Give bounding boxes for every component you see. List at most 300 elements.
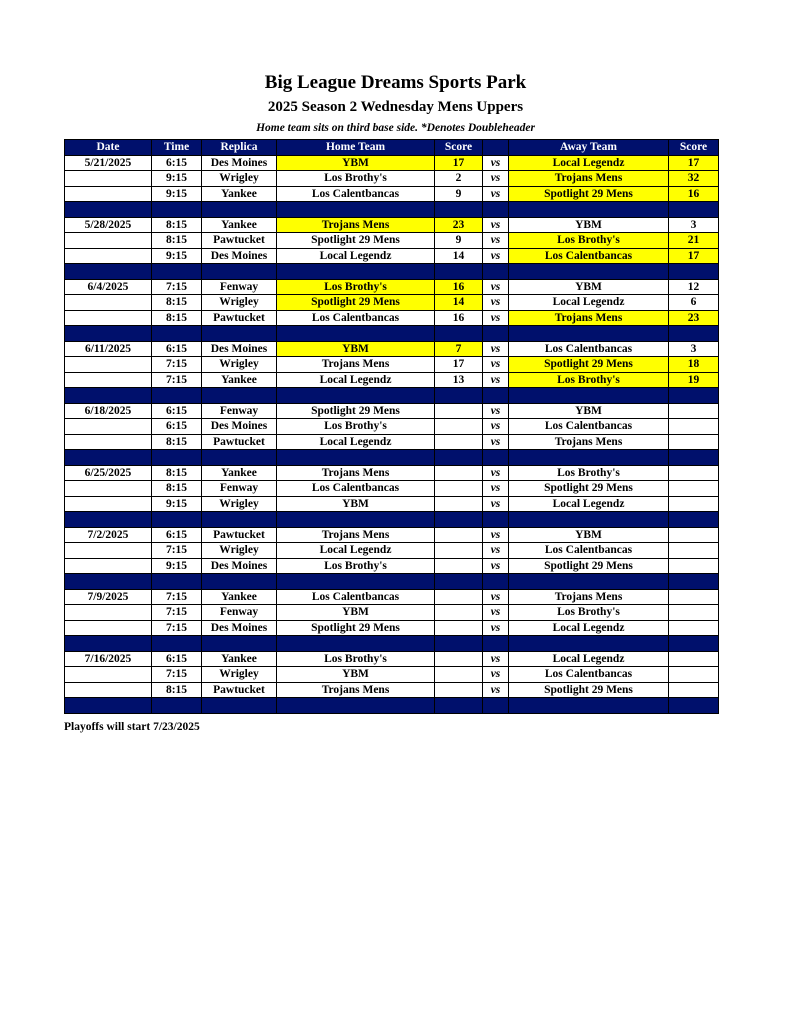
home-score-cell (435, 527, 483, 543)
table-row (65, 155, 719, 171)
separator-cell (277, 450, 435, 466)
separator-cell (435, 388, 483, 404)
separator-cell (152, 326, 202, 342)
away-score-cell: 6 (669, 295, 719, 311)
home-team-cell: YBM (277, 605, 435, 621)
replica-column-header: Replica (202, 140, 277, 156)
away-team-cell: Trojans Mens (509, 589, 669, 605)
table-row (65, 171, 719, 187)
date-cell (65, 543, 152, 559)
separator-cell (509, 574, 669, 590)
away-team-cell: YBM (509, 527, 669, 543)
vs-cell: vs (483, 279, 509, 295)
home-team-cell: Spotlight 29 Mens (277, 403, 435, 419)
separator-cell (483, 450, 509, 466)
table-row (65, 481, 719, 497)
away-score-cell (669, 403, 719, 419)
table-row (65, 651, 719, 667)
away-score-cell: 3 (669, 341, 719, 357)
away-team-cell: Local Legendz (509, 651, 669, 667)
separator-cell (277, 636, 435, 652)
vs-cell: vs (483, 589, 509, 605)
date-cell (65, 481, 152, 497)
away-team-cell: Spotlight 29 Mens (509, 357, 669, 373)
home-score-cell (435, 620, 483, 636)
table-row (65, 496, 719, 512)
replica-cell: Des Moines (202, 419, 277, 435)
away-team-cell: Trojans Mens (509, 310, 669, 326)
date-cell: 5/28/2025 (65, 217, 152, 233)
time-cell: 9:15 (152, 558, 202, 574)
time-cell: 6:15 (152, 527, 202, 543)
time-cell: 7:15 (152, 605, 202, 621)
vs-cell: vs (483, 295, 509, 311)
time-cell: 8:15 (152, 465, 202, 481)
home-score-cell: 13 (435, 372, 483, 388)
separator-cell (202, 388, 277, 404)
date-cell (65, 248, 152, 264)
date-cell (65, 310, 152, 326)
replica-cell: Wrigley (202, 357, 277, 373)
separator-cell (435, 636, 483, 652)
separator-cell (65, 574, 152, 590)
away-team-cell: Spotlight 29 Mens (509, 682, 669, 698)
away-team-cell: Trojans Mens (509, 171, 669, 187)
home-score-cell (435, 667, 483, 683)
away-score-cell: 23 (669, 310, 719, 326)
table-row (65, 667, 719, 683)
vs-cell: vs (483, 543, 509, 559)
replica-cell: Yankee (202, 217, 277, 233)
home-team-cell: Trojans Mens (277, 357, 435, 373)
home-team-cell: YBM (277, 155, 435, 171)
separator-cell (152, 202, 202, 218)
away-team-cell: Local Legendz (509, 295, 669, 311)
date-cell (65, 372, 152, 388)
separator-cell (202, 450, 277, 466)
replica-cell: Wrigley (202, 295, 277, 311)
date-cell: 7/16/2025 (65, 651, 152, 667)
replica-cell: Yankee (202, 651, 277, 667)
home-score-cell (435, 465, 483, 481)
date-cell: 7/9/2025 (65, 589, 152, 605)
away-score-cell (669, 558, 719, 574)
vs-cell: vs (483, 465, 509, 481)
home-score-cell: 14 (435, 295, 483, 311)
away-score-cell (669, 589, 719, 605)
away-team-cell: YBM (509, 279, 669, 295)
date-cell (65, 682, 152, 698)
date-cell (65, 605, 152, 621)
table-row (65, 248, 719, 264)
separator-cell (509, 388, 669, 404)
home-team-cell: Local Legendz (277, 248, 435, 264)
vs-cell: vs (483, 310, 509, 326)
date-cell: 6/11/2025 (65, 341, 152, 357)
away-team-cell: Los Brothy's (509, 465, 669, 481)
replica-cell: Wrigley (202, 496, 277, 512)
time-cell: 7:15 (152, 372, 202, 388)
home-team-cell: Trojans Mens (277, 465, 435, 481)
time-cell: 8:15 (152, 295, 202, 311)
separator-cell (669, 326, 719, 342)
away-score-cell: 17 (669, 248, 719, 264)
time-cell: 7:15 (152, 279, 202, 295)
table-row (65, 620, 719, 636)
replica-cell: Des Moines (202, 155, 277, 171)
away-score-cell: 12 (669, 279, 719, 295)
home-score-cell: 23 (435, 217, 483, 233)
separator-cell (435, 202, 483, 218)
date-cell (65, 357, 152, 373)
schedule-table (64, 139, 719, 714)
table-row (65, 372, 719, 388)
away-team-cell: Los Calentbancas (509, 419, 669, 435)
vs-cell: vs (483, 233, 509, 249)
home-score-cell (435, 651, 483, 667)
separator-cell (435, 450, 483, 466)
separator-cell (202, 202, 277, 218)
header-row (65, 140, 719, 156)
vs-cell: vs (483, 372, 509, 388)
separator-cell (435, 264, 483, 280)
week-separator-row (65, 636, 719, 652)
home-team-cell: Los Calentbancas (277, 589, 435, 605)
separator-cell (202, 636, 277, 652)
separator-cell (435, 512, 483, 528)
separator-cell (669, 202, 719, 218)
time-cell: 7:15 (152, 589, 202, 605)
separator-cell (435, 326, 483, 342)
time-cell: 7:15 (152, 543, 202, 559)
home-team-cell: Los Brothy's (277, 651, 435, 667)
home-score-cell (435, 419, 483, 435)
away-score-cell: 16 (669, 186, 719, 202)
away-score-cell: 18 (669, 357, 719, 373)
home-team-cell: Los Calentbancas (277, 186, 435, 202)
vs-cell: vs (483, 481, 509, 497)
table-row (65, 589, 719, 605)
vs-cell: vs (483, 605, 509, 621)
vs-cell: vs (483, 186, 509, 202)
time-cell: 8:15 (152, 310, 202, 326)
time-cell: 6:15 (152, 155, 202, 171)
vs-cell: vs (483, 682, 509, 698)
home-team-cell: YBM (277, 496, 435, 512)
time-cell: 6:15 (152, 341, 202, 357)
date-column-header: Date (65, 140, 152, 156)
separator-cell (65, 450, 152, 466)
replica-cell: Yankee (202, 186, 277, 202)
time-cell: 9:15 (152, 248, 202, 264)
separator-cell (483, 202, 509, 218)
home-team-cell: Spotlight 29 Mens (277, 620, 435, 636)
away-team-cell: Spotlight 29 Mens (509, 186, 669, 202)
vs-column-header (483, 140, 509, 156)
separator-cell (152, 450, 202, 466)
replica-cell: Des Moines (202, 248, 277, 264)
home-score-cell (435, 543, 483, 559)
home-score-cell: 14 (435, 248, 483, 264)
page-subtitle: 2025 Season 2 Wednesday Mens Uppers (267, 99, 524, 115)
home-team-cell: Spotlight 29 Mens (277, 233, 435, 249)
separator-cell (277, 388, 435, 404)
away-team-cell: Los Brothy's (509, 605, 669, 621)
week-separator-row (65, 512, 719, 528)
home-score-cell (435, 682, 483, 698)
table-row (65, 527, 719, 543)
separator-cell (669, 388, 719, 404)
home-score-cell: 7 (435, 341, 483, 357)
separator-cell (277, 264, 435, 280)
away-team-cell: Local Legendz (509, 620, 669, 636)
date-cell (65, 186, 152, 202)
home-score-cell: 9 (435, 186, 483, 202)
date-cell (65, 667, 152, 683)
date-cell (65, 295, 152, 311)
away-score-cell (669, 465, 719, 481)
vs-cell: vs (483, 434, 509, 450)
home-team-cell: Local Legendz (277, 372, 435, 388)
replica-cell: Des Moines (202, 620, 277, 636)
away-score-cell (669, 543, 719, 559)
separator-cell (509, 512, 669, 528)
vs-cell: vs (483, 248, 509, 264)
date-cell (65, 496, 152, 512)
replica-cell: Wrigley (202, 667, 277, 683)
replica-cell: Fenway (202, 605, 277, 621)
separator-cell (65, 326, 152, 342)
separator-cell (669, 698, 719, 714)
away-score-column-header: Score (669, 140, 719, 156)
home-team-cell: Local Legendz (277, 434, 435, 450)
separator-cell (65, 264, 152, 280)
separator-cell (202, 512, 277, 528)
home-score-cell: 17 (435, 357, 483, 373)
separator-cell (65, 636, 152, 652)
vs-cell: vs (483, 496, 509, 512)
vs-cell: vs (483, 527, 509, 543)
vs-cell: vs (483, 620, 509, 636)
separator-cell (65, 388, 152, 404)
home-score-column-header: Score (435, 140, 483, 156)
replica-cell: Pawtucket (202, 434, 277, 450)
away-score-cell (669, 651, 719, 667)
separator-cell (509, 264, 669, 280)
away-team-cell: Local Legendz (509, 155, 669, 171)
vs-cell: vs (483, 155, 509, 171)
separator-cell (669, 450, 719, 466)
home-team-cell: YBM (277, 341, 435, 357)
away-score-cell: 3 (669, 217, 719, 233)
vs-cell: vs (483, 357, 509, 373)
separator-cell (509, 326, 669, 342)
away-team-cell: Spotlight 29 Mens (509, 558, 669, 574)
separator-cell (277, 326, 435, 342)
home-team-cell: Los Brothy's (277, 419, 435, 435)
away-score-cell (669, 667, 719, 683)
home-score-cell (435, 434, 483, 450)
date-cell: 6/4/2025 (65, 279, 152, 295)
table-row (65, 341, 719, 357)
away-score-cell: 17 (669, 155, 719, 171)
vs-cell: vs (483, 341, 509, 357)
home-team-cell: Trojans Mens (277, 217, 435, 233)
away-score-cell: 19 (669, 372, 719, 388)
away-score-cell (669, 481, 719, 497)
home-team-column-header: Home Team (277, 140, 435, 156)
date-cell (65, 419, 152, 435)
replica-cell: Des Moines (202, 341, 277, 357)
time-cell: 8:15 (152, 434, 202, 450)
home-score-cell (435, 589, 483, 605)
time-cell: 8:15 (152, 682, 202, 698)
vs-cell: vs (483, 419, 509, 435)
away-team-cell: YBM (509, 217, 669, 233)
time-cell: 7:15 (152, 357, 202, 373)
away-team-cell: Los Brothy's (509, 372, 669, 388)
week-separator-row (65, 450, 719, 466)
separator-cell (277, 512, 435, 528)
separator-cell (65, 512, 152, 528)
away-score-cell: 32 (669, 171, 719, 187)
separator-cell (152, 574, 202, 590)
separator-cell (152, 512, 202, 528)
separator-cell (669, 512, 719, 528)
away-score-cell (669, 419, 719, 435)
away-team-cell: Local Legendz (509, 496, 669, 512)
separator-cell (202, 574, 277, 590)
table-row (65, 682, 719, 698)
home-team-cell: Local Legendz (277, 543, 435, 559)
time-cell: 8:15 (152, 233, 202, 249)
home-score-cell: 9 (435, 233, 483, 249)
home-score-cell: 2 (435, 171, 483, 187)
home-team-cell: Los Brothy's (277, 279, 435, 295)
table-row (65, 465, 719, 481)
week-separator-row (65, 326, 719, 342)
table-row (65, 403, 719, 419)
separator-cell (202, 698, 277, 714)
table-row (65, 605, 719, 621)
home-score-cell: 16 (435, 310, 483, 326)
schedule-note: Home team sits on third base side. *Denotes Doubleheader (256, 122, 535, 134)
schedule-body (65, 155, 719, 713)
away-team-cell: Los Brothy's (509, 233, 669, 249)
vs-cell: vs (483, 217, 509, 233)
separator-cell (483, 698, 509, 714)
time-cell: 6:15 (152, 419, 202, 435)
home-score-cell (435, 558, 483, 574)
separator-cell (669, 574, 719, 590)
date-cell: 6/25/2025 (65, 465, 152, 481)
away-score-cell: 21 (669, 233, 719, 249)
away-team-cell: Los Calentbancas (509, 667, 669, 683)
week-separator-row (65, 574, 719, 590)
separator-cell (65, 698, 152, 714)
table-row (65, 217, 719, 233)
time-cell: 9:15 (152, 496, 202, 512)
home-team-cell: Spotlight 29 Mens (277, 295, 435, 311)
separator-cell (483, 326, 509, 342)
date-cell: 6/18/2025 (65, 403, 152, 419)
home-team-cell: Trojans Mens (277, 527, 435, 543)
away-score-cell (669, 605, 719, 621)
table-row (65, 279, 719, 295)
date-cell: 5/21/2025 (65, 155, 152, 171)
date-cell (65, 171, 152, 187)
time-cell: 9:15 (152, 171, 202, 187)
replica-cell: Fenway (202, 481, 277, 497)
vs-cell: vs (483, 403, 509, 419)
separator-cell (509, 202, 669, 218)
separator-cell (277, 698, 435, 714)
week-separator-row (65, 264, 719, 280)
separator-cell (152, 636, 202, 652)
home-team-cell: Trojans Mens (277, 682, 435, 698)
replica-cell: Pawtucket (202, 233, 277, 249)
away-team-column-header: Away Team (509, 140, 669, 156)
separator-cell (509, 450, 669, 466)
home-score-cell: 17 (435, 155, 483, 171)
replica-cell: Wrigley (202, 543, 277, 559)
separator-cell (483, 388, 509, 404)
vs-cell: vs (483, 667, 509, 683)
time-cell: 7:15 (152, 620, 202, 636)
table-row (65, 295, 719, 311)
separator-cell (669, 636, 719, 652)
away-team-cell: Los Calentbancas (509, 543, 669, 559)
away-score-cell (669, 682, 719, 698)
separator-cell (202, 264, 277, 280)
replica-cell: Des Moines (202, 558, 277, 574)
away-score-cell (669, 527, 719, 543)
table-row (65, 558, 719, 574)
time-cell: 7:15 (152, 667, 202, 683)
home-score-cell (435, 605, 483, 621)
separator-cell (435, 574, 483, 590)
time-cell: 6:15 (152, 651, 202, 667)
table-row (65, 357, 719, 373)
home-score-cell: 16 (435, 279, 483, 295)
time-cell: 8:15 (152, 217, 202, 233)
home-score-cell (435, 481, 483, 497)
home-team-cell: YBM (277, 667, 435, 683)
separator-cell (277, 574, 435, 590)
week-separator-row (65, 698, 719, 714)
separator-cell (202, 326, 277, 342)
home-team-cell: Los Calentbancas (277, 481, 435, 497)
replica-cell: Pawtucket (202, 310, 277, 326)
replica-cell: Pawtucket (202, 527, 277, 543)
separator-cell (152, 698, 202, 714)
time-cell: 9:15 (152, 186, 202, 202)
away-team-cell: Los Calentbancas (509, 248, 669, 264)
separator-cell (509, 636, 669, 652)
date-cell (65, 434, 152, 450)
vs-cell: vs (483, 171, 509, 187)
away-score-cell (669, 620, 719, 636)
home-team-cell: Los Calentbancas (277, 310, 435, 326)
separator-cell (483, 574, 509, 590)
separator-cell (65, 202, 152, 218)
home-team-cell: Los Brothy's (277, 558, 435, 574)
table-row (65, 310, 719, 326)
date-cell (65, 233, 152, 249)
date-cell (65, 558, 152, 574)
date-cell (65, 620, 152, 636)
table-row (65, 543, 719, 559)
